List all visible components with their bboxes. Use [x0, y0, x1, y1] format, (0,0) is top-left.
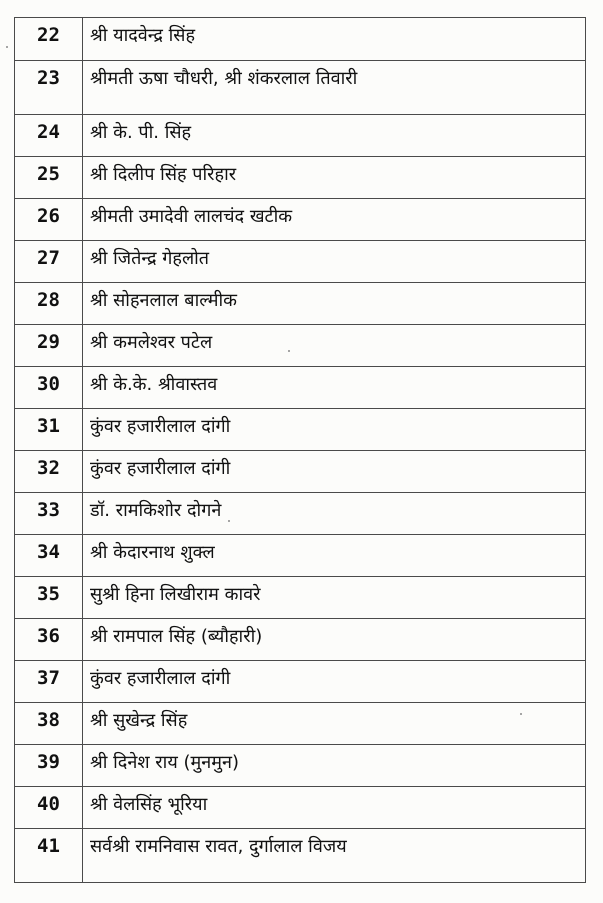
member-name: सुश्री हिना लिखीराम कावरे — [83, 577, 586, 619]
scan-speck — [228, 520, 230, 522]
member-name: सर्वश्री रामनिवास रावत, दुर्गालाल विजय — [83, 829, 586, 883]
table-row — [15, 661, 586, 703]
row-number: 22 — [15, 18, 83, 61]
row-number: 31 — [15, 409, 83, 451]
table-row — [15, 283, 586, 325]
member-name: श्री के. पी. सिंह — [83, 115, 586, 157]
row-number: 32 — [15, 451, 83, 493]
scan-speck — [288, 350, 290, 352]
table-row — [15, 409, 586, 451]
table-row — [15, 829, 586, 883]
member-name: श्रीमती ऊषा चौधरी, श्री शंकरलाल तिवारी — [83, 61, 586, 115]
member-name: श्री दिनेश राय (मुनमुन) — [83, 745, 586, 787]
row-number: 33 — [15, 493, 83, 535]
member-name: श्री वेलसिंह भूरिया — [83, 787, 586, 829]
member-name: श्री सुखेन्द्र सिंह — [83, 703, 586, 745]
table-row — [15, 703, 586, 745]
table-body — [15, 18, 586, 883]
table-row — [15, 241, 586, 283]
row-number: 36 — [15, 619, 83, 661]
row-number: 28 — [15, 283, 83, 325]
member-name: श्री दिलीप सिंह परिहार — [83, 157, 586, 199]
table-row — [15, 535, 586, 577]
member-name: श्री सोहनलाल बाल्मीक — [83, 283, 586, 325]
row-number: 27 — [15, 241, 83, 283]
table-row — [15, 451, 586, 493]
member-name: कुंवर हजारीलाल दांगी — [83, 451, 586, 493]
table-row — [15, 325, 586, 367]
table-row — [15, 199, 586, 241]
member-name: श्री केदारनाथ शुक्ल — [83, 535, 586, 577]
table-row — [15, 18, 586, 61]
member-name: कुंवर हजारीलाल दांगी — [83, 409, 586, 451]
row-number: 29 — [15, 325, 83, 367]
table-row — [15, 619, 586, 661]
row-number: 23 — [15, 61, 83, 115]
row-number: 39 — [15, 745, 83, 787]
member-name: श्री रामपाल सिंह (ब्यौहारी) — [83, 619, 586, 661]
row-number: 30 — [15, 367, 83, 409]
table-row — [15, 157, 586, 199]
member-name: श्री जितेन्द्र गेहलोत — [83, 241, 586, 283]
member-name: श्री कमलेश्वर पटेल — [83, 325, 586, 367]
scan-speck — [6, 46, 8, 48]
row-number: 41 — [15, 829, 83, 883]
member-list-table — [14, 17, 586, 883]
table-row — [15, 367, 586, 409]
row-number: 34 — [15, 535, 83, 577]
table-row — [15, 115, 586, 157]
row-number: 25 — [15, 157, 83, 199]
member-name: डॉ. रामकिशोर दोगने — [83, 493, 586, 535]
row-number: 35 — [15, 577, 83, 619]
table-row — [15, 577, 586, 619]
table-row — [15, 493, 586, 535]
row-number: 38 — [15, 703, 83, 745]
scan-speck — [520, 713, 522, 715]
row-number: 40 — [15, 787, 83, 829]
table-row — [15, 787, 586, 829]
member-name: कुंवर हजारीलाल दांगी — [83, 661, 586, 703]
member-name: श्रीमती उमादेवी लालचंद खटीक — [83, 199, 586, 241]
row-number: 26 — [15, 199, 83, 241]
row-number: 24 — [15, 115, 83, 157]
member-name: श्री यादवेन्द्र सिंह — [83, 18, 586, 61]
table-row — [15, 61, 586, 115]
table-row — [15, 745, 586, 787]
row-number: 37 — [15, 661, 83, 703]
member-name: श्री के.के. श्रीवास्तव — [83, 367, 586, 409]
